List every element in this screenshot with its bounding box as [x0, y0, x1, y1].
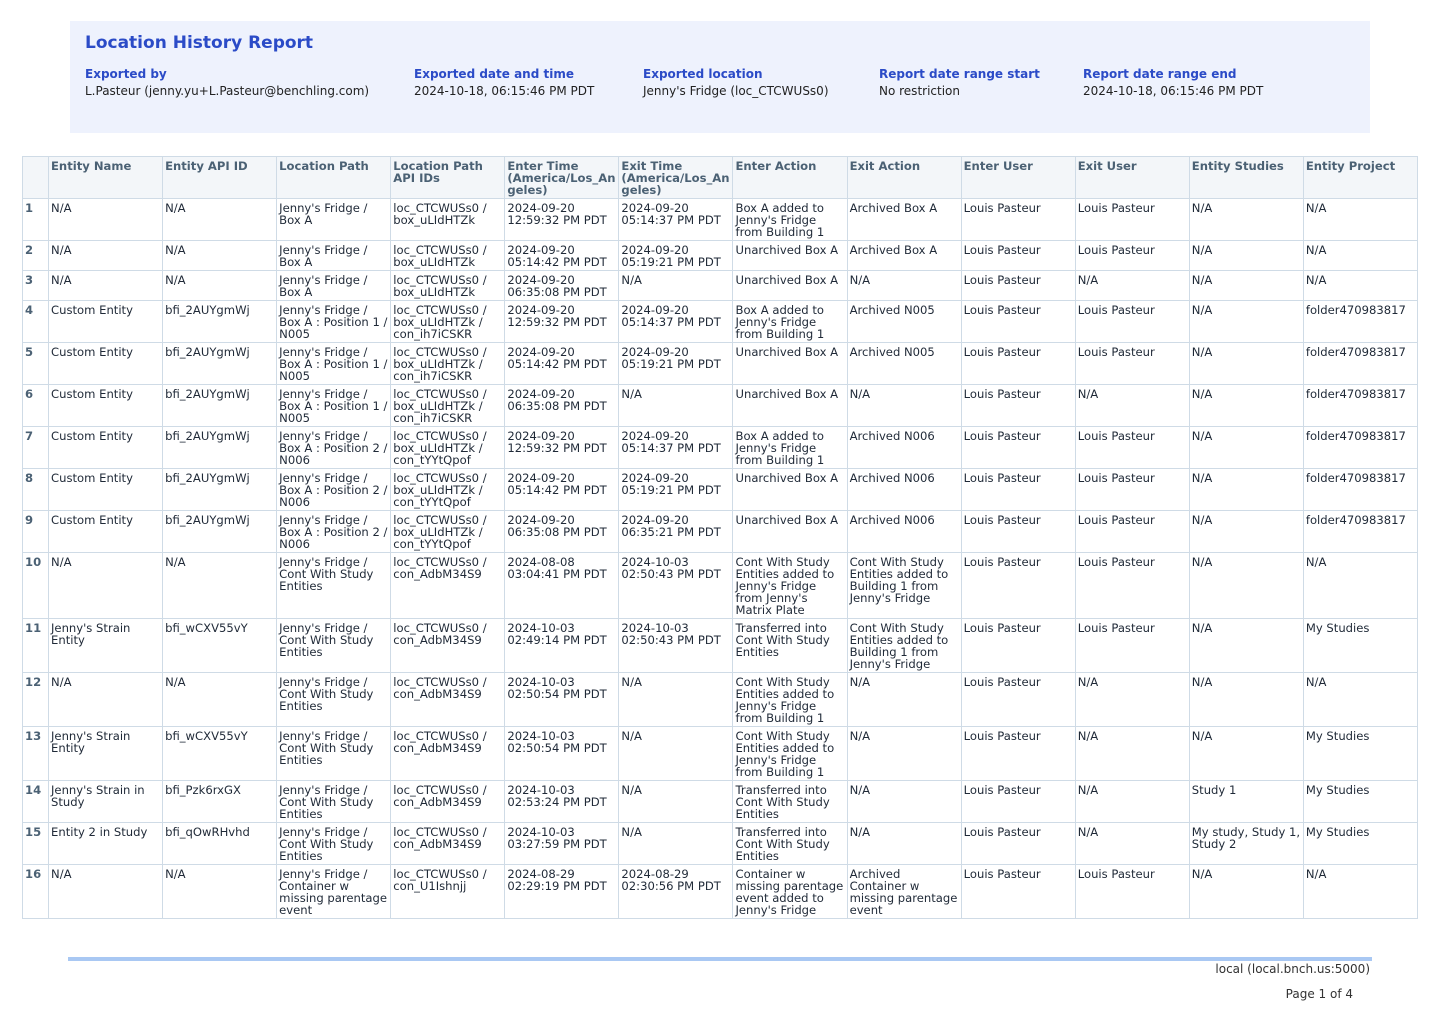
- meta-label: Exported by: [85, 67, 167, 81]
- row-number: 8: [23, 469, 49, 511]
- table-cell: Louis Pasteur: [961, 823, 1075, 865]
- table-cell: Louis Pasteur: [1075, 427, 1189, 469]
- table-cell: Archived N006: [847, 511, 961, 553]
- table-cell: N/A: [1303, 241, 1417, 271]
- column-header: Enter Action: [733, 157, 847, 199]
- table-cell: loc_CTCWUSs0 / con_AdbM34S9: [391, 673, 505, 727]
- table-cell: Unarchived Box A: [733, 511, 847, 553]
- table-cell: bfi_qOwRHvhd: [163, 823, 277, 865]
- table-cell: Louis Pasteur: [961, 673, 1075, 727]
- table-cell: Custom Entity: [49, 469, 163, 511]
- meta-label: Report date range start: [879, 67, 1040, 81]
- table-cell: N/A: [847, 823, 961, 865]
- column-header: Entity API ID: [163, 157, 277, 199]
- table-cell: 2024-10-03 02:50:43 PM PDT: [619, 619, 733, 673]
- table-cell: N/A: [1189, 385, 1303, 427]
- table-cell: 2024-09-20 05:14:42 PM PDT: [505, 241, 619, 271]
- table-cell: loc_CTCWUSs0 / box_uLIdHTZk: [391, 199, 505, 241]
- meta-label: Exported location: [643, 67, 763, 81]
- table-cell: Unarchived Box A: [733, 343, 847, 385]
- table-cell: Louis Pasteur: [961, 385, 1075, 427]
- table-cell: folder470983817: [1303, 301, 1417, 343]
- table-cell: Cont With Study Entities added to Jenny's Fridge from Building 1: [733, 673, 847, 727]
- table-cell: N/A: [1189, 727, 1303, 781]
- table-cell: Unarchived Box A: [733, 469, 847, 511]
- table-cell: N/A: [163, 553, 277, 619]
- column-header: Enter User: [961, 157, 1075, 199]
- table-cell: 2024-10-03 03:27:59 PM PDT: [505, 823, 619, 865]
- table-cell: Archived N005: [847, 343, 961, 385]
- table-cell: Archived N005: [847, 301, 961, 343]
- table-cell: Louis Pasteur: [1075, 511, 1189, 553]
- table-cell: 2024-09-20 05:19:21 PM PDT: [619, 469, 733, 511]
- table-cell: loc_CTCWUSs0 / con_AdbM34S9: [391, 727, 505, 781]
- table-cell: Jenny's Strain Entity: [49, 619, 163, 673]
- table-cell: Archived Box A: [847, 199, 961, 241]
- row-number: 16: [23, 865, 49, 919]
- table-cell: Louis Pasteur: [1075, 301, 1189, 343]
- table-cell: folder470983817: [1303, 427, 1417, 469]
- table-cell: loc_CTCWUSs0 / box_uLIdHTZk / con_tYYtQpof: [391, 511, 505, 553]
- table-cell: N/A: [1189, 865, 1303, 919]
- table-cell: N/A: [1189, 271, 1303, 301]
- header-row: [23, 157, 1418, 199]
- meta-exported-location: [643, 66, 829, 99]
- table-row: [23, 343, 1418, 385]
- column-header: Exit Action: [847, 157, 961, 199]
- table-cell: loc_CTCWUSs0 / box_uLIdHTZk / con_ih7iCSKR: [391, 343, 505, 385]
- table-cell: 2024-08-29 02:30:56 PM PDT: [619, 865, 733, 919]
- column-header: Enter Time (America/Los_Angeles): [505, 157, 619, 199]
- table-cell: N/A: [1189, 241, 1303, 271]
- table-cell: Jenny's Fridge / Box A: [277, 199, 391, 241]
- table-cell: Unarchived Box A: [733, 385, 847, 427]
- table-row: [23, 511, 1418, 553]
- table-cell: loc_CTCWUSs0 / con_AdbM34S9: [391, 553, 505, 619]
- table-cell: N/A: [619, 727, 733, 781]
- row-number: 6: [23, 385, 49, 427]
- table-cell: folder470983817: [1303, 469, 1417, 511]
- table-cell: N/A: [1189, 469, 1303, 511]
- table-cell: N/A: [619, 823, 733, 865]
- table-cell: Container w missing parentage event added to Jenny's Fridge: [733, 865, 847, 919]
- column-header: Entity Name: [49, 157, 163, 199]
- table-cell: folder470983817: [1303, 385, 1417, 427]
- column-header: Location Path: [277, 157, 391, 199]
- table-cell: bfi_Pzk6rxGX: [163, 781, 277, 823]
- table-cell: Jenny's Strain Entity: [49, 727, 163, 781]
- table-cell: N/A: [1189, 301, 1303, 343]
- table-cell: N/A: [1075, 673, 1189, 727]
- table-row: [23, 823, 1418, 865]
- table-cell: Custom Entity: [49, 343, 163, 385]
- row-number: 2: [23, 241, 49, 271]
- row-number: 15: [23, 823, 49, 865]
- table-cell: N/A: [847, 781, 961, 823]
- table-cell: N/A: [1189, 343, 1303, 385]
- table-cell: Louis Pasteur: [961, 343, 1075, 385]
- table-row: [23, 385, 1418, 427]
- report-header: [70, 21, 1370, 133]
- table-cell: Cont With Study Entities added to Jenny's Fridge from Jenny's Matrix Plate: [733, 553, 847, 619]
- row-number: 9: [23, 511, 49, 553]
- table-cell: loc_CTCWUSs0 / box_uLIdHTZk: [391, 271, 505, 301]
- table-cell: bfi_2AUYgmWj: [163, 301, 277, 343]
- table-cell: N/A: [49, 241, 163, 271]
- table-cell: Jenny's Fridge / Cont With Study Entities: [277, 673, 391, 727]
- table-cell: loc_CTCWUSs0 / box_uLIdHTZk: [391, 241, 505, 271]
- meta-exported-by: [85, 66, 369, 99]
- table-cell: Archived N006: [847, 427, 961, 469]
- table-cell: 2024-10-03 02:50:43 PM PDT: [619, 553, 733, 619]
- table-cell: Louis Pasteur: [961, 241, 1075, 271]
- table-cell: N/A: [1303, 673, 1417, 727]
- table-cell: N/A: [1303, 865, 1417, 919]
- table-cell: N/A: [1303, 553, 1417, 619]
- table-cell: Study 1: [1189, 781, 1303, 823]
- row-number: 11: [23, 619, 49, 673]
- table-cell: loc_CTCWUSs0 / box_uLIdHTZk / con_tYYtQpof: [391, 469, 505, 511]
- meta-range-start: [879, 66, 1040, 99]
- table-cell: 2024-09-20 12:59:32 PM PDT: [505, 301, 619, 343]
- table-row: [23, 727, 1418, 781]
- table-cell: N/A: [847, 673, 961, 727]
- table-cell: Jenny's Fridge / Box A: [277, 271, 391, 301]
- table-cell: Cont With Study Entities added to Jenny's Fridge from Building 1: [733, 727, 847, 781]
- table-cell: bfi_2AUYgmWj: [163, 511, 277, 553]
- table-cell: bfi_wCXV55vY: [163, 619, 277, 673]
- table-cell: N/A: [1189, 673, 1303, 727]
- table-header: [23, 157, 1418, 199]
- table-cell: Louis Pasteur: [961, 553, 1075, 619]
- table-row: [23, 673, 1418, 727]
- table-cell: Unarchived Box A: [733, 241, 847, 271]
- table-cell: Jenny's Fridge / Container w missing parentage event: [277, 865, 391, 919]
- table-cell: loc_CTCWUSs0 / box_uLIdHTZk / con_ih7iCSKR: [391, 301, 505, 343]
- table-cell: N/A: [163, 199, 277, 241]
- table-row: [23, 427, 1418, 469]
- table-cell: loc_CTCWUSs0 / con_AdbM34S9: [391, 823, 505, 865]
- table-cell: N/A: [1189, 511, 1303, 553]
- table-cell: Louis Pasteur: [961, 727, 1075, 781]
- table-cell: Louis Pasteur: [961, 619, 1075, 673]
- table-row: [23, 301, 1418, 343]
- row-number: 12: [23, 673, 49, 727]
- table-cell: My Studies: [1303, 781, 1417, 823]
- column-header: Exit Time (America/Los_Angeles): [619, 157, 733, 199]
- table-cell: Louis Pasteur: [1075, 241, 1189, 271]
- table-cell: N/A: [49, 199, 163, 241]
- row-number: 13: [23, 727, 49, 781]
- table-cell: 2024-10-03 02:49:14 PM PDT: [505, 619, 619, 673]
- table-cell: folder470983817: [1303, 343, 1417, 385]
- table-cell: My Studies: [1303, 619, 1417, 673]
- table-cell: 2024-08-08 03:04:41 PM PDT: [505, 553, 619, 619]
- table-cell: loc_CTCWUSs0 / con_AdbM34S9: [391, 781, 505, 823]
- table-cell: 2024-08-29 02:29:19 PM PDT: [505, 865, 619, 919]
- table-cell: Archived Container w missing parentage event: [847, 865, 961, 919]
- table-cell: N/A: [1189, 199, 1303, 241]
- table-cell: Custom Entity: [49, 427, 163, 469]
- table-cell: Jenny's Fridge / Cont With Study Entities: [277, 553, 391, 619]
- table-cell: N/A: [163, 673, 277, 727]
- table-cell: Box A added to Jenny's Fridge from Building 1: [733, 199, 847, 241]
- table-row: [23, 553, 1418, 619]
- table-cell: Transferred into Cont With Study Entities: [733, 781, 847, 823]
- table-cell: 2024-09-20 06:35:08 PM PDT: [505, 385, 619, 427]
- page-number: Page 1 of 4: [1285, 987, 1353, 1001]
- row-number: 14: [23, 781, 49, 823]
- table-cell: N/A: [1189, 553, 1303, 619]
- meta-value: L.Pasteur (jenny.yu+L.Pasteur@benchling.com): [85, 84, 370, 98]
- table-cell: Custom Entity: [49, 385, 163, 427]
- meta-value: 2024-10-18, 06:15:46 PM PDT: [1083, 84, 1264, 98]
- table-cell: N/A: [1075, 727, 1189, 781]
- table-cell: Custom Entity: [49, 511, 163, 553]
- table-cell: 2024-09-20 05:14:37 PM PDT: [619, 199, 733, 241]
- table-cell: N/A: [1075, 823, 1189, 865]
- table-cell: N/A: [1075, 781, 1189, 823]
- table-cell: Jenny's Fridge / Cont With Study Entities: [277, 619, 391, 673]
- table-cell: Archived Box A: [847, 241, 961, 271]
- table-cell: Louis Pasteur: [961, 511, 1075, 553]
- table-cell: Jenny's Fridge / Box A : Position 2 / N006: [277, 511, 391, 553]
- table-cell: N/A: [163, 865, 277, 919]
- table-cell: Louis Pasteur: [961, 301, 1075, 343]
- table-row: [23, 781, 1418, 823]
- table-cell: N/A: [619, 271, 733, 301]
- table-cell: bfi_2AUYgmWj: [163, 343, 277, 385]
- table-body: [23, 199, 1418, 919]
- table-cell: Archived N006: [847, 469, 961, 511]
- meta-range-end: [1083, 66, 1263, 99]
- table-cell: Unarchived Box A: [733, 271, 847, 301]
- table-cell: 2024-09-20 05:14:37 PM PDT: [619, 427, 733, 469]
- table-cell: N/A: [1189, 619, 1303, 673]
- table-cell: Jenny's Fridge / Cont With Study Entities: [277, 781, 391, 823]
- footer-divider: [68, 957, 1372, 961]
- table-row: [23, 199, 1418, 241]
- report-title: Location History Report: [85, 33, 314, 53]
- table-cell: Louis Pasteur: [1075, 865, 1189, 919]
- table-cell: N/A: [49, 673, 163, 727]
- table-cell: 2024-09-20 05:19:21 PM PDT: [619, 241, 733, 271]
- table-cell: loc_CTCWUSs0 / box_uLIdHTZk / con_ih7iCSKR: [391, 385, 505, 427]
- table-row: [23, 271, 1418, 301]
- table-cell: N/A: [1303, 199, 1417, 241]
- table-cell: Louis Pasteur: [961, 427, 1075, 469]
- table-cell: folder470983817: [1303, 511, 1417, 553]
- table-cell: Louis Pasteur: [1075, 469, 1189, 511]
- table-cell: Jenny's Fridge / Box A : Position 2 / N006: [277, 427, 391, 469]
- table-cell: N/A: [163, 271, 277, 301]
- meta-value: 2024-10-18, 06:15:46 PM PDT: [414, 84, 595, 98]
- column-header: [23, 157, 49, 199]
- meta-label: Exported date and time: [414, 67, 574, 81]
- table-cell: N/A: [49, 553, 163, 619]
- table-cell: Louis Pasteur: [1075, 553, 1189, 619]
- table-cell: Jenny's Fridge / Cont With Study Entities: [277, 727, 391, 781]
- table-cell: Box A added to Jenny's Fridge from Building 1: [733, 301, 847, 343]
- table-cell: My study, Study 1, Study 2: [1189, 823, 1303, 865]
- table-cell: Louis Pasteur: [961, 199, 1075, 241]
- table-cell: N/A: [619, 673, 733, 727]
- table-cell: 2024-09-20 05:19:21 PM PDT: [619, 343, 733, 385]
- table-cell: loc_CTCWUSs0 / con_U1Ishnjj: [391, 865, 505, 919]
- table-cell: Jenny's Fridge / Cont With Study Entities: [277, 823, 391, 865]
- table-cell: Louis Pasteur: [961, 781, 1075, 823]
- column-header: Entity Studies: [1189, 157, 1303, 199]
- table-cell: Jenny's Fridge / Box A : Position 2 / N006: [277, 469, 391, 511]
- column-header: Location Path API IDs: [391, 157, 505, 199]
- row-number: 3: [23, 271, 49, 301]
- table-cell: Jenny's Fridge / Box A : Position 1 / N005: [277, 343, 391, 385]
- table-cell: 2024-09-20 06:35:08 PM PDT: [505, 271, 619, 301]
- table-cell: My Studies: [1303, 727, 1417, 781]
- table-cell: N/A: [619, 385, 733, 427]
- table-row: [23, 865, 1418, 919]
- table-cell: Cont With Study Entities added to Building 1 from Jenny's Fridge: [847, 619, 961, 673]
- table-cell: bfi_2AUYgmWj: [163, 385, 277, 427]
- table-cell: bfi_wCXV55vY: [163, 727, 277, 781]
- table-cell: My Studies: [1303, 823, 1417, 865]
- table-cell: Box A added to Jenny's Fridge from Building 1: [733, 427, 847, 469]
- table-cell: bfi_2AUYgmWj: [163, 427, 277, 469]
- table-cell: N/A: [49, 271, 163, 301]
- table-cell: 2024-09-20 05:14:42 PM PDT: [505, 469, 619, 511]
- table-cell: bfi_2AUYgmWj: [163, 469, 277, 511]
- table-cell: 2024-09-20 12:59:32 PM PDT: [505, 427, 619, 469]
- meta-value: No restriction: [879, 84, 960, 98]
- column-header: Entity Project: [1303, 157, 1417, 199]
- table-cell: Jenny's Fridge / Box A : Position 1 / N005: [277, 301, 391, 343]
- table-cell: N/A: [619, 781, 733, 823]
- table-cell: 2024-10-03 02:50:54 PM PDT: [505, 727, 619, 781]
- table-cell: loc_CTCWUSs0 / box_uLIdHTZk / con_tYYtQpof: [391, 427, 505, 469]
- meta-label: Report date range end: [1083, 67, 1237, 81]
- table-cell: N/A: [847, 271, 961, 301]
- table-cell: N/A: [1189, 427, 1303, 469]
- table-cell: 2024-09-20 05:14:37 PM PDT: [619, 301, 733, 343]
- table-cell: Louis Pasteur: [961, 271, 1075, 301]
- row-number: 10: [23, 553, 49, 619]
- row-number: 4: [23, 301, 49, 343]
- table-cell: N/A: [1075, 385, 1189, 427]
- column-header: Exit User: [1075, 157, 1189, 199]
- table-cell: Louis Pasteur: [1075, 343, 1189, 385]
- table-cell: Transferred into Cont With Study Entities: [733, 619, 847, 673]
- table-cell: Transferred into Cont With Study Entities: [733, 823, 847, 865]
- table-cell: 2024-09-20 06:35:08 PM PDT: [505, 511, 619, 553]
- table-cell: 2024-09-20 05:14:42 PM PDT: [505, 343, 619, 385]
- row-number: 7: [23, 427, 49, 469]
- table-cell: N/A: [847, 385, 961, 427]
- table-cell: Jenny's Strain in Study: [49, 781, 163, 823]
- table-cell: 2024-10-03 02:50:54 PM PDT: [505, 673, 619, 727]
- meta-exported-datetime: [414, 66, 594, 99]
- table-cell: Louis Pasteur: [1075, 199, 1189, 241]
- table-cell: Custom Entity: [49, 301, 163, 343]
- table-cell: Jenny's Fridge / Box A: [277, 241, 391, 271]
- table-cell: loc_CTCWUSs0 / con_AdbM34S9: [391, 619, 505, 673]
- table-cell: N/A: [847, 727, 961, 781]
- table-cell: N/A: [1075, 271, 1189, 301]
- table-row: [23, 241, 1418, 271]
- table-cell: N/A: [49, 865, 163, 919]
- footer-host: local (local.bnch.us:5000): [1215, 962, 1370, 976]
- table-row: [23, 619, 1418, 673]
- row-number: 1: [23, 199, 49, 241]
- table-cell: N/A: [163, 241, 277, 271]
- table-cell: 2024-09-20 12:59:32 PM PDT: [505, 199, 619, 241]
- row-number: 5: [23, 343, 49, 385]
- table-cell: N/A: [1303, 271, 1417, 301]
- meta-value: Jenny's Fridge (loc_CTCWUSs0): [643, 84, 829, 98]
- table-cell: Cont With Study Entities added to Building 1 from Jenny's Fridge: [847, 553, 961, 619]
- table-row: [23, 469, 1418, 511]
- table-cell: Louis Pasteur: [1075, 619, 1189, 673]
- table-cell: Jenny's Fridge / Box A : Position 1 / N005: [277, 385, 391, 427]
- table-cell: Entity 2 in Study: [49, 823, 163, 865]
- table-cell: 2024-09-20 06:35:21 PM PDT: [619, 511, 733, 553]
- table-cell: Louis Pasteur: [961, 865, 1075, 919]
- table-cell: Louis Pasteur: [961, 469, 1075, 511]
- location-history-table: [22, 156, 1418, 919]
- table-cell: 2024-10-03 02:53:24 PM PDT: [505, 781, 619, 823]
